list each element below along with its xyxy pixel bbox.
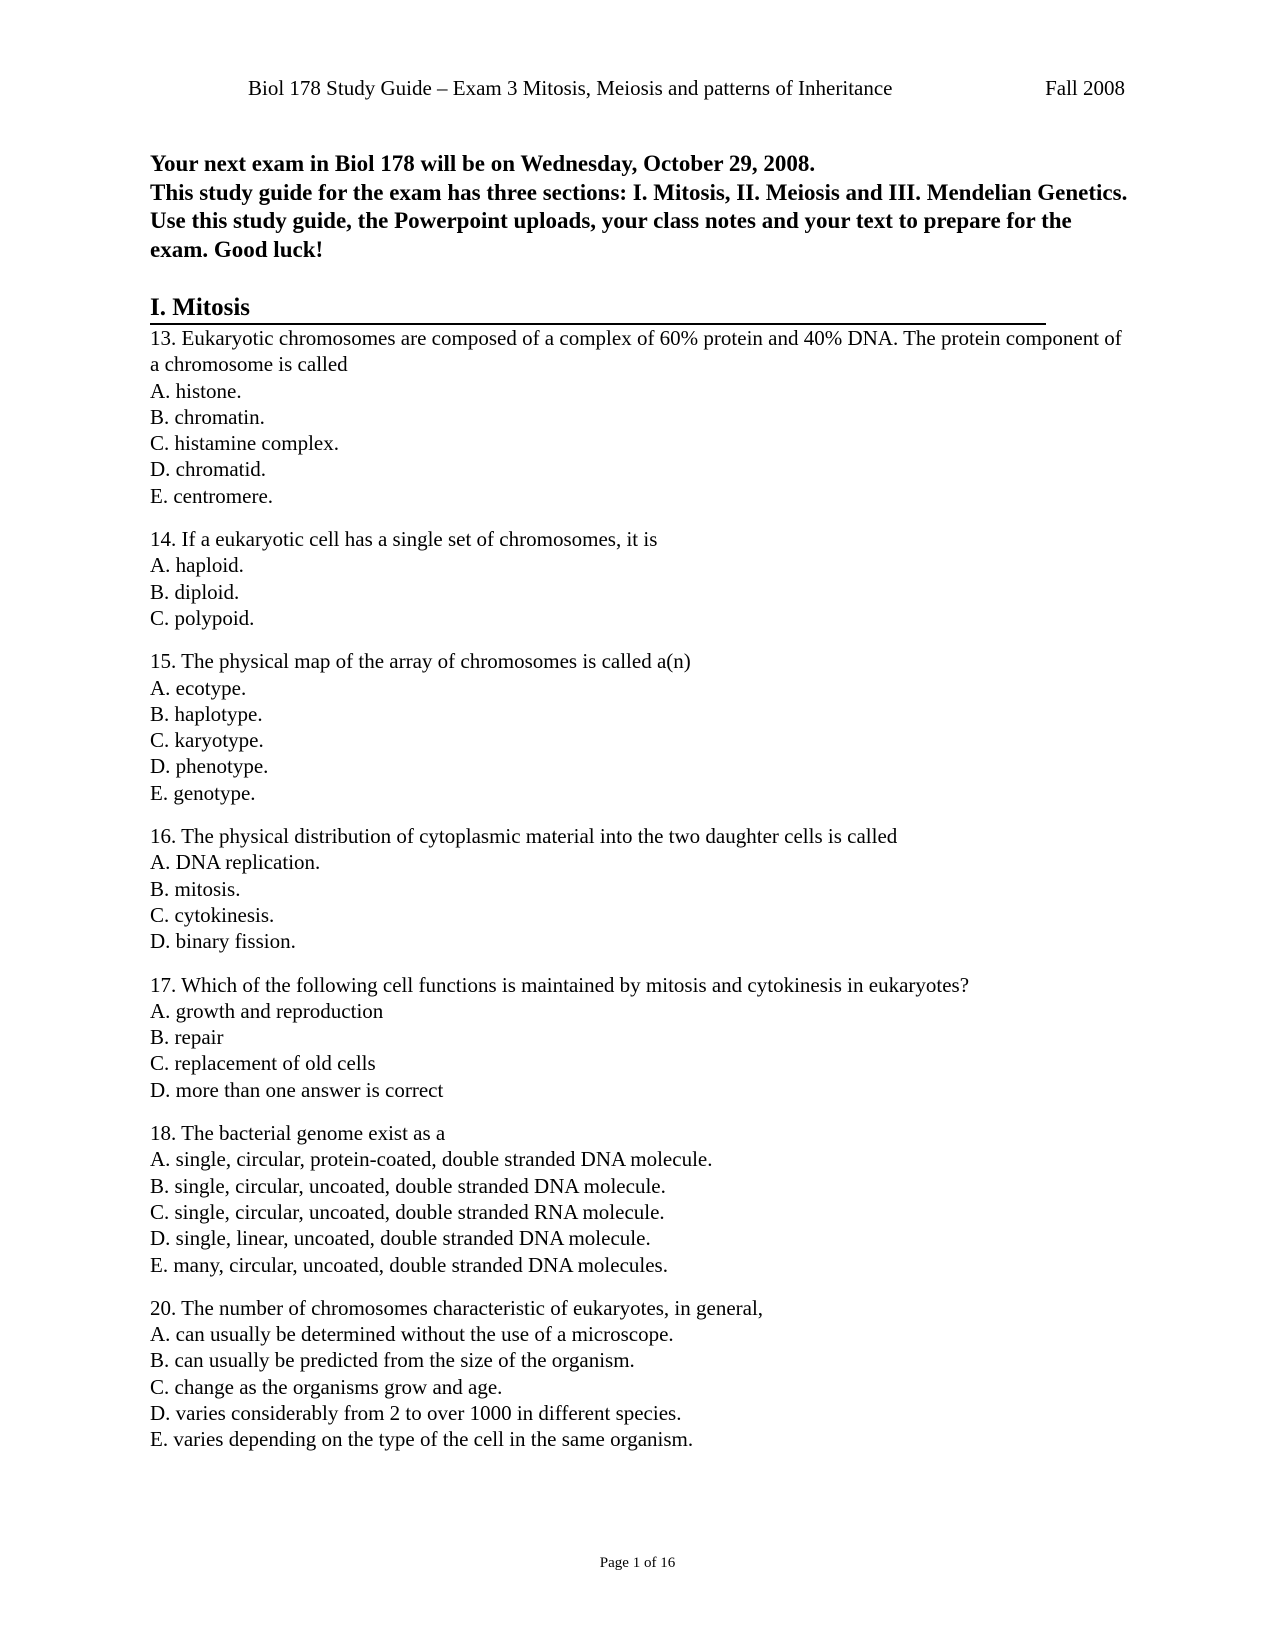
answer-option: B. haplotype. (150, 701, 263, 726)
answer-option: C. single, circular, uncoated, double stranded RNA molecule. (150, 1199, 665, 1224)
answer-option: B. repair (150, 1025, 224, 1050)
answer-option: A. single, circular, protein-coated, double stranded DNA molecule. (150, 1147, 713, 1172)
question-stem: 18. The bacterial genome exist as a (150, 1121, 446, 1146)
answer-option: E. many, circular, uncoated, double stranded DNA molecules. (150, 1252, 668, 1277)
answer-option: D. chromatid. (150, 457, 267, 482)
exam-date-line: Your next exam in Biol 178 will be on Wednesday, October 29, 2008. (150, 151, 816, 176)
section-heading-mitosis: I. Mitosis (150, 293, 1046, 325)
question-block (150, 1295, 1130, 1453)
answer-option: D. phenotype. (150, 754, 269, 779)
running-header (0, 74, 1275, 102)
question-stem: 15. The physical map of the array of chromosomes is called a(n) (150, 649, 691, 674)
answer-option: D. single, linear, uncoated, double stranded DNA molecule. (150, 1226, 651, 1251)
answer-option: C. karyotype. (150, 728, 264, 753)
answer-option: C. cytokinesis. (150, 902, 275, 927)
question-block (150, 325, 1130, 509)
question-stem: 17. Which of the following cell functions is maintained by mitosis and cytokinesis in eukaryotes? (150, 972, 970, 997)
answer-option: E. varies depending on the type of the cell in the same organism. (150, 1427, 694, 1452)
answer-option: C. histamine complex. (150, 431, 339, 456)
answer-option: D. more than one answer is correct (150, 1077, 444, 1102)
question-block (150, 1120, 1130, 1278)
answer-option: D. binary fission. (150, 929, 296, 954)
answer-option: C. change as the organisms grow and age. (150, 1374, 503, 1399)
answer-option: A. can usually be determined without the use of a microscope. (150, 1322, 674, 1347)
answer-option: A. growth and reproduction (150, 998, 384, 1023)
question-block (150, 823, 1130, 954)
question-block (150, 648, 1130, 806)
answer-option: B. can usually be predicted from the size of the organism. (150, 1348, 635, 1373)
question-stem: 20. The number of chromosomes characteristic of eukaryotes, in general, (150, 1295, 764, 1320)
answer-option: B. single, circular, uncoated, double stranded DNA molecule. (150, 1173, 666, 1198)
question-block (150, 526, 1130, 631)
question-block (150, 972, 1130, 1103)
exam-intro (150, 150, 1130, 264)
answer-option: C. polypoid. (150, 605, 255, 630)
answer-option: D. varies considerably from 2 to over 1000 in different species. (150, 1400, 682, 1425)
answer-option: B. mitosis. (150, 876, 241, 901)
answer-option: E. genotype. (150, 780, 256, 805)
answer-option: C. replacement of old cells (150, 1051, 376, 1076)
answer-option: B. diploid. (150, 579, 240, 604)
answer-option: E. centromere. (150, 483, 274, 508)
question-list (150, 325, 1130, 1470)
question-stem: 16. The physical distribution of cytoplasmic material into the two daughter cells is called (150, 824, 898, 849)
study-guide-description: This study guide for the exam has three sections: I. Mitosis, II. Meiosis and III. Mendelian Genetics. Use this study guide, the Powerpoint uploads, your class notes and your text to prepare for the exam. Good luck! (150, 179, 1128, 262)
question-stem: 14. If a eukaryotic cell has a single set of chromosomes, it is (150, 527, 658, 552)
header-term: Fall 2008 (1045, 76, 1125, 100)
answer-option: A. histone. (150, 378, 242, 403)
answer-option: A. DNA replication. (150, 850, 321, 875)
answer-option: B. chromatin. (150, 404, 265, 429)
answer-option: A. haploid. (150, 553, 244, 578)
question-stem: 13. Eukaryotic chromosomes are composed of a complex of 60% protein and 40% DNA. The protein component of a chromosome is called (150, 326, 1122, 377)
header-title: Biol 178 Study Guide – Exam 3 Mitosis, Meiosis and patterns of Inheritance (248, 76, 893, 100)
answer-option: A. ecotype. (150, 675, 247, 700)
page-number: Page 1 of 16 (599, 1555, 676, 1571)
